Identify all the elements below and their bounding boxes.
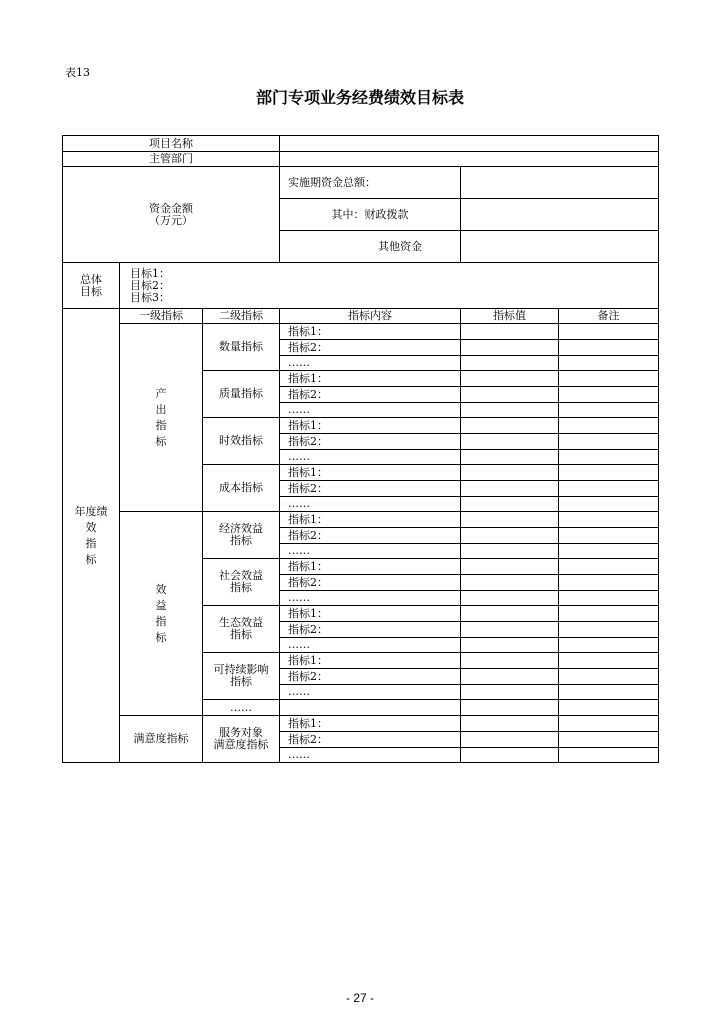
header-content: 指标内容 — [280, 309, 461, 324]
indicator-remark[interactable] — [559, 403, 659, 418]
indicator-remark[interactable] — [559, 371, 659, 387]
indicator-remark[interactable] — [559, 638, 659, 653]
page-number: - 27 - — [345, 991, 374, 1005]
annual-label-line: 标 — [85, 552, 97, 566]
social-indicator-line: 社会效益 — [219, 569, 263, 582]
benefit-indicator-label — [120, 512, 203, 716]
indicator-item[interactable]: 指标1： — [280, 512, 461, 528]
more-benefit-indicator: …… — [203, 700, 280, 716]
output-label-line: 出 — [155, 402, 167, 416]
output-label-line: 标 — [155, 434, 167, 448]
header-level1: 一级指标 — [120, 309, 203, 324]
indicator-remark[interactable] — [559, 324, 659, 340]
indicator-item[interactable]: 指标1： — [280, 371, 461, 387]
header-value: 指标值 — [461, 309, 559, 324]
ecological-indicator-line: 指标 — [230, 628, 252, 641]
ecological-indicator-line: 生态效益 — [219, 616, 263, 629]
indicator-item[interactable]: 指标2： — [280, 387, 461, 403]
indicator-value[interactable] — [461, 559, 559, 575]
ecological-indicator — [203, 606, 280, 653]
table-number: 表13 — [65, 66, 90, 79]
benefit-label-line: 益 — [155, 598, 167, 612]
indicator-value[interactable] — [461, 748, 559, 763]
indicator-item[interactable]: 指标2： — [280, 575, 461, 591]
table-row — [63, 324, 659, 340]
funds-unit: （万元） — [149, 213, 193, 227]
funds-total-value[interactable] — [461, 167, 659, 199]
indicator-item[interactable]: 指标2： — [280, 528, 461, 544]
indicator-value[interactable] — [461, 465, 559, 481]
indicator-value[interactable] — [461, 450, 559, 465]
service-satisfaction-indicator — [203, 716, 280, 763]
service-indicator-line: 满意度指标 — [213, 738, 269, 751]
annual-label-line: 指 — [85, 536, 97, 550]
indicator-value[interactable] — [461, 700, 559, 716]
overall-label-2: 目标 — [80, 284, 102, 298]
dept-value[interactable] — [280, 152, 659, 167]
funds-other-value[interactable] — [461, 231, 659, 263]
overall-label-cell — [63, 263, 120, 309]
indicator-item[interactable]: 指标2： — [280, 481, 461, 497]
sustainable-indicator — [203, 653, 280, 700]
indicator-value[interactable] — [461, 340, 559, 356]
indicator-remark[interactable] — [559, 559, 659, 575]
indicator-value[interactable] — [461, 418, 559, 434]
social-indicator — [203, 559, 280, 606]
quantity-indicator: 数量指标 — [203, 324, 280, 371]
indicator-value[interactable] — [461, 622, 559, 638]
indicator-remark[interactable] — [559, 716, 659, 732]
indicator-remark[interactable] — [559, 653, 659, 669]
indicator-item[interactable]: 指标1： — [280, 653, 461, 669]
indicator-item[interactable]: …… — [280, 403, 461, 418]
dept-row — [63, 152, 659, 167]
indicator-remark[interactable] — [559, 748, 659, 763]
indicator-value[interactable] — [461, 528, 559, 544]
table-row — [63, 716, 659, 732]
funds-label: 资金金额 — [149, 201, 193, 215]
overall-goals-cell[interactable] — [120, 263, 659, 309]
indicator-value[interactable] — [461, 497, 559, 512]
indicator-item[interactable] — [280, 700, 461, 716]
indicator-item[interactable]: …… — [280, 685, 461, 700]
project-name-row — [63, 136, 659, 152]
indicator-item[interactable]: …… — [280, 544, 461, 559]
indicator-item[interactable]: 指标1： — [280, 418, 461, 434]
overall-label-1: 总体 — [80, 272, 102, 286]
funds-other-label: 其他资金 — [280, 231, 461, 263]
goal-2: 目标2： — [130, 278, 170, 292]
indicator-item[interactable]: 指标2： — [280, 669, 461, 685]
benefit-label-line: 指 — [155, 614, 167, 628]
indicator-remark[interactable] — [559, 450, 659, 465]
indicator-value[interactable] — [461, 481, 559, 497]
cost-indicator: 成本指标 — [203, 465, 280, 512]
benefit-label-line: 标 — [155, 630, 167, 644]
goal-3: 目标3： — [130, 290, 170, 304]
indicator-value[interactable] — [461, 512, 559, 528]
indicator-item[interactable]: …… — [280, 638, 461, 653]
indicator-remark[interactable] — [559, 434, 659, 450]
indicator-remark[interactable] — [559, 528, 659, 544]
indicator-remark[interactable] — [559, 591, 659, 606]
page-title: 部门专项业务经费绩效目标表 — [255, 88, 464, 107]
indicator-remark[interactable] — [559, 606, 659, 622]
indicator-item[interactable]: 指标1： — [280, 716, 461, 732]
indicator-item[interactable]: 指标1： — [280, 324, 461, 340]
indicator-value[interactable] — [461, 638, 559, 653]
indicator-item[interactable]: 指标1： — [280, 559, 461, 575]
indicator-item[interactable]: 指标2： — [280, 622, 461, 638]
indicator-value[interactable] — [461, 575, 559, 591]
indicator-remark[interactable] — [559, 700, 659, 716]
funds-fiscal-label: 其中：财政拨款 — [280, 199, 461, 231]
quality-indicator: 质量指标 — [203, 371, 280, 418]
indicator-value[interactable] — [461, 403, 559, 418]
goal-1: 目标1： — [130, 266, 170, 280]
indicator-value[interactable] — [461, 387, 559, 403]
project-name-label: 项目名称 — [63, 136, 280, 152]
project-name-value[interactable] — [280, 136, 659, 152]
funds-total-label: 实施期资金总额： — [280, 167, 461, 199]
funds-total-row — [63, 167, 659, 199]
social-indicator-line: 指标 — [230, 581, 252, 594]
indicator-remark[interactable] — [559, 685, 659, 700]
indicator-remark[interactable] — [559, 544, 659, 559]
indicator-remark[interactable] — [559, 575, 659, 591]
satisfaction-indicator-label: 满意度指标 — [120, 716, 203, 763]
economic-indicator-line: 指标 — [230, 534, 252, 547]
output-indicator-label — [120, 324, 203, 512]
indicator-remark[interactable] — [559, 481, 659, 497]
table-row — [63, 512, 659, 528]
indicator-remark[interactable] — [559, 340, 659, 356]
sustainable-indicator-line: 指标 — [230, 675, 252, 688]
indicator-item[interactable]: 指标1： — [280, 606, 461, 622]
header-level2: 二级指标 — [203, 309, 280, 324]
indicator-value[interactable] — [461, 685, 559, 700]
economic-indicator-line: 经济效益 — [219, 522, 263, 535]
output-label-line: 产 — [155, 386, 167, 400]
indicator-value[interactable] — [461, 544, 559, 559]
indicator-item[interactable]: 指标2： — [280, 732, 461, 748]
indicator-item[interactable]: …… — [280, 748, 461, 763]
indicator-remark[interactable] — [559, 622, 659, 638]
service-indicator-line: 服务对象 — [219, 726, 263, 739]
funds-fiscal-value[interactable] — [461, 199, 659, 231]
indicator-remark[interactable] — [559, 387, 659, 403]
indicator-value[interactable] — [461, 732, 559, 748]
indicator-remark[interactable] — [559, 497, 659, 512]
indicator-value[interactable] — [461, 716, 559, 732]
indicator-value[interactable] — [461, 669, 559, 685]
indicator-remark[interactable] — [559, 465, 659, 481]
indicator-value[interactable] — [461, 434, 559, 450]
indicator-value[interactable] — [461, 371, 559, 387]
overall-goals-row — [63, 263, 659, 309]
indicator-header-row — [63, 309, 659, 324]
indicator-item[interactable]: 指标2： — [280, 340, 461, 356]
indicator-item[interactable]: …… — [280, 356, 461, 371]
indicator-value[interactable] — [461, 324, 559, 340]
indicator-item[interactable]: …… — [280, 497, 461, 512]
indicator-remark[interactable] — [559, 732, 659, 748]
indicator-item[interactable]: 指标1： — [280, 465, 461, 481]
indicator-value[interactable] — [461, 606, 559, 622]
dept-label: 主管部门 — [63, 152, 280, 167]
annual-label-line: 效 — [85, 520, 97, 534]
sustainable-indicator-line: 可持续影响 — [213, 663, 269, 676]
annual-label-line: 年度绩 — [74, 504, 108, 518]
indicator-remark[interactable] — [559, 512, 659, 528]
header-remark: 备注 — [559, 309, 659, 324]
indicator-remark[interactable] — [559, 356, 659, 371]
indicator-remark[interactable] — [559, 418, 659, 434]
indicator-value[interactable] — [461, 591, 559, 606]
performance-table — [62, 135, 659, 763]
indicator-value[interactable] — [461, 653, 559, 669]
timeliness-indicator: 时效指标 — [203, 418, 280, 465]
benefit-label-line: 效 — [155, 582, 167, 596]
output-label-line: 指 — [155, 418, 167, 432]
economic-indicator — [203, 512, 280, 559]
indicator-value[interactable] — [461, 356, 559, 371]
indicator-remark[interactable] — [559, 669, 659, 685]
funds-label-cell — [63, 167, 280, 263]
annual-indicator-label — [63, 309, 120, 763]
indicator-item[interactable]: 指标2： — [280, 434, 461, 450]
indicator-item[interactable]: …… — [280, 450, 461, 465]
indicator-item[interactable]: …… — [280, 591, 461, 606]
